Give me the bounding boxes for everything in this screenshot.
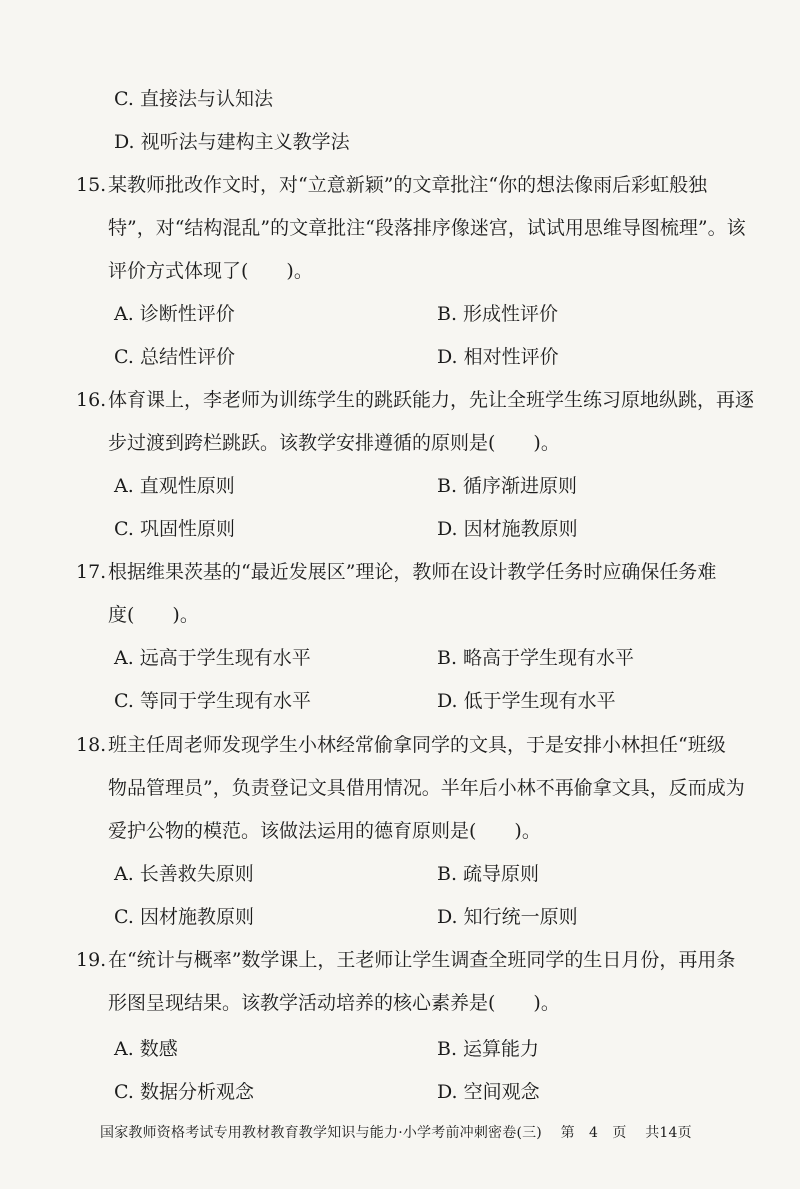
footer-title: 国家教师资格考试专用教材教育教学知识与能力·小学考前冲刺密卷(三)	[100, 1125, 542, 1141]
option-b: B. 略高于学生现有水平	[437, 647, 635, 669]
question-number: 15.	[76, 174, 107, 196]
question-number: 19.	[76, 949, 107, 971]
option-a: A. 远高于学生现有水平	[114, 647, 311, 669]
question-text-line: 班主任周老师发现学生小林经常偷拿同学的文具，于是安排小林担任“班级	[108, 734, 726, 756]
question-text-line: 特”，对“结构混乱”的文章批注“段落排序像迷宫，试试用思维导图梳理”。该	[108, 217, 746, 239]
option-d: D. 相对性评价	[437, 346, 559, 368]
question-text-line: 步过渡到跨栏跳跃。该教学安排遵循的原则是( )。	[108, 432, 560, 454]
prev-option-d: D. 视听法与建构主义教学法	[114, 131, 350, 153]
option-d: D. 因材施教原则	[437, 518, 578, 540]
option-b: B. 运算能力	[437, 1038, 540, 1060]
option-c: C. 总结性评价	[114, 346, 235, 368]
question-text-line: 某教师批改作文时，对“立意新颖”的文章批注“你的想法像雨后彩虹般独	[108, 174, 708, 196]
question-text-line: 根据维果茨基的“最近发展区”理论，教师在设计教学任务时应确保任务难	[108, 561, 717, 583]
option-d: D. 空间观念	[437, 1081, 540, 1103]
option-b: B. 循序渐进原则	[437, 475, 578, 497]
option-a: A. 数感	[114, 1038, 178, 1060]
question-text-line: 评价方式体现了( )。	[108, 260, 313, 282]
option-a: A. 长善救失原则	[114, 863, 254, 885]
footer-total-pages: 共14页	[645, 1125, 692, 1141]
footer-page-number: 第 4 页	[560, 1125, 627, 1141]
option-c: C. 巩固性原则	[114, 518, 235, 540]
question-text-line: 物品管理员”，负责登记文具借用情况。半年后小林不再偷拿文具，反而成为	[108, 777, 745, 799]
option-c: C. 等同于学生现有水平	[114, 690, 311, 712]
option-a: A. 直观性原则	[114, 475, 235, 497]
question-text-line: 在“统计与概率”数学课上，王老师让学生调查全班同学的生日月份，再用条	[108, 949, 736, 971]
question-text-line: 爱护公物的模范。该做法运用的德育原则是( )。	[108, 820, 541, 842]
question-text-line: 形图呈现结果。该教学活动培养的核心素养是( )。	[108, 992, 560, 1014]
option-d: D. 知行统一原则	[437, 906, 578, 928]
option-d: D. 低于学生现有水平	[437, 690, 616, 712]
option-b: B. 疏导原则	[437, 863, 540, 885]
question-number: 16.	[76, 389, 107, 411]
page-footer	[100, 1124, 692, 1142]
option-b: B. 形成性评价	[437, 303, 559, 325]
question-number: 18.	[76, 734, 107, 756]
question-text-line: 度( )。	[108, 604, 199, 626]
option-a: A. 诊断性评价	[114, 303, 235, 325]
option-c: C. 因材施教原则	[114, 906, 254, 928]
prev-option-c: C. 直接法与认知法	[114, 88, 273, 110]
question-number: 17.	[76, 561, 107, 583]
question-text-line: 体育课上，李老师为训练学生的跳跃能力，先让全班学生练习原地纵跳，再逐	[108, 389, 755, 411]
option-c: C. 数据分析观念	[114, 1081, 254, 1103]
